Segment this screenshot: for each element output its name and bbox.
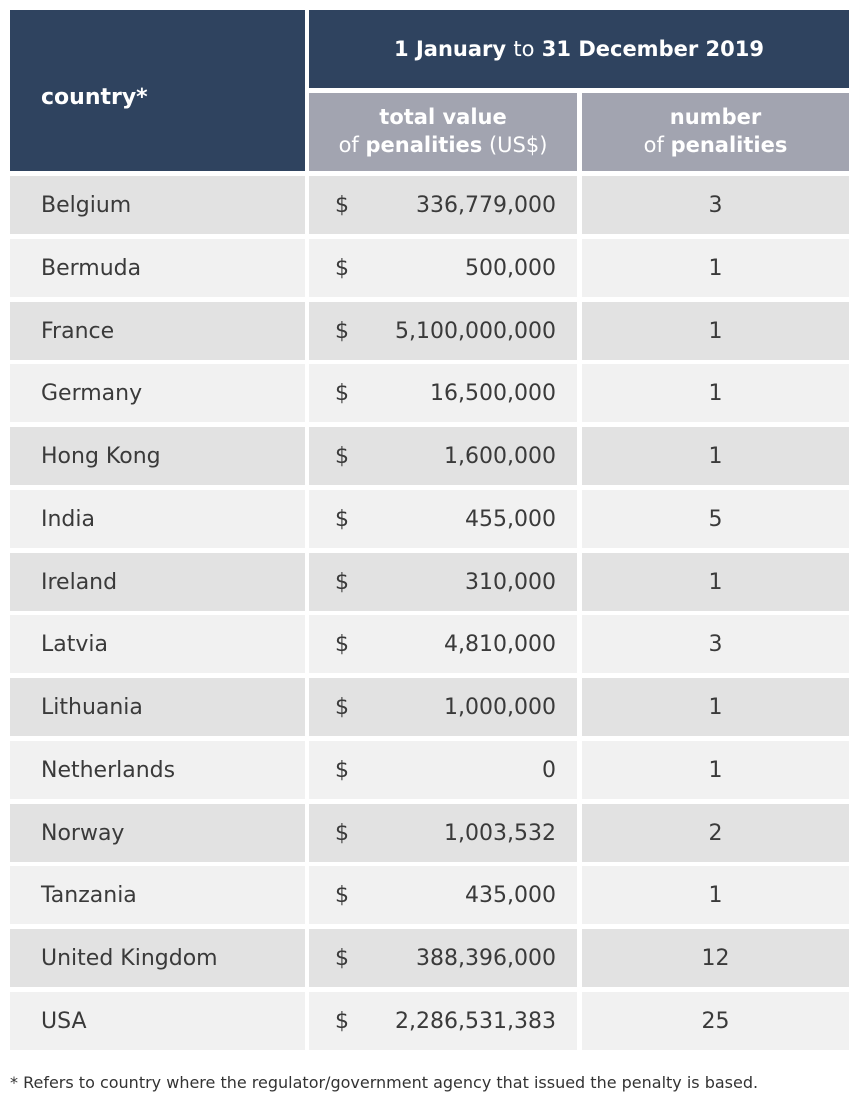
value-header-line1: total value <box>379 105 507 129</box>
penalty-value: 1,600,000 <box>444 443 556 469</box>
currency-symbol: $ <box>335 1008 349 1034</box>
table-cell-value <box>309 804 577 862</box>
table-cell-value <box>309 615 577 673</box>
table-cell-value <box>309 176 577 234</box>
penalty-value: 2,286,531,383 <box>395 1008 556 1034</box>
table-cell-count: 1 <box>582 364 849 422</box>
table-cell-count: 3 <box>582 615 849 673</box>
table-cell-count: 1 <box>582 427 849 485</box>
table-cell-country: India <box>10 490 305 548</box>
penalty-value: 455,000 <box>465 506 556 532</box>
penalty-value: 4,810,000 <box>444 631 556 657</box>
currency-symbol: $ <box>335 757 349 783</box>
count-header-prefix: of <box>643 133 664 157</box>
table-cell-country: Hong Kong <box>10 427 305 485</box>
table-cell-value <box>309 929 577 987</box>
value-header-bold: penalities <box>365 133 483 157</box>
currency-symbol: $ <box>335 631 349 657</box>
table-cell-country: Germany <box>10 364 305 422</box>
currency-symbol: $ <box>335 945 349 971</box>
table-cell-country: Bermuda <box>10 239 305 297</box>
table-cell-count: 1 <box>582 239 849 297</box>
table-cell-count: 1 <box>582 741 849 799</box>
period-header <box>309 10 849 88</box>
penalty-value: 388,396,000 <box>416 945 556 971</box>
table-cell-value <box>309 490 577 548</box>
value-header-prefix: of <box>338 133 359 157</box>
table-cell-value <box>309 992 577 1050</box>
penalty-value: 435,000 <box>465 882 556 908</box>
table-cell-count: 2 <box>582 804 849 862</box>
number-column-header <box>582 93 849 171</box>
table-cell-value <box>309 302 577 360</box>
period-connector: to <box>513 37 535 61</box>
table-cell-country: United Kingdom <box>10 929 305 987</box>
period-end: 31 December 2019 <box>541 37 764 61</box>
table-cell-value <box>309 741 577 799</box>
country-column-header <box>10 10 305 171</box>
period-start: 1 January <box>394 37 507 61</box>
penalty-value: 500,000 <box>465 255 556 281</box>
value-header-suffix: (US$) <box>488 133 548 157</box>
currency-symbol: $ <box>335 820 349 846</box>
currency-symbol: $ <box>335 694 349 720</box>
table-cell-country: Norway <box>10 804 305 862</box>
country-header-label: country* <box>41 85 148 110</box>
penalty-value: 5,100,000,000 <box>395 318 556 344</box>
penalty-value: 0 <box>542 757 556 783</box>
table-cell-count: 25 <box>582 992 849 1050</box>
count-header-bold: penalities <box>670 133 788 157</box>
table-cell-country: Lithuania <box>10 678 305 736</box>
table-cell-value <box>309 239 577 297</box>
table-cell-count: 12 <box>582 929 849 987</box>
table-cell-country: France <box>10 302 305 360</box>
penalty-value: 336,779,000 <box>416 192 556 218</box>
penalty-value: 310,000 <box>465 569 556 595</box>
table-cell-country: USA <box>10 992 305 1050</box>
table-cell-count: 5 <box>582 490 849 548</box>
table-cell-value <box>309 364 577 422</box>
table-cell-country: Belgium <box>10 176 305 234</box>
currency-symbol: $ <box>335 506 349 532</box>
table-cell-count: 3 <box>582 176 849 234</box>
penalty-value: 1,003,532 <box>444 820 556 846</box>
table-cell-count: 1 <box>582 866 849 924</box>
table-cell-count: 1 <box>582 678 849 736</box>
table-cell-country: Netherlands <box>10 741 305 799</box>
table-cell-country: Tanzania <box>10 866 305 924</box>
footnote: * Refers to country where the regulator/government agency that issued the penalty is based. <box>10 1073 759 1092</box>
currency-symbol: $ <box>335 882 349 908</box>
total-value-column-header <box>309 93 577 171</box>
penalty-value: 1,000,000 <box>444 694 556 720</box>
currency-symbol: $ <box>335 380 349 406</box>
table-cell-count: 1 <box>582 302 849 360</box>
table-cell-value <box>309 427 577 485</box>
currency-symbol: $ <box>335 443 349 469</box>
currency-symbol: $ <box>335 318 349 344</box>
table-cell-country: Ireland <box>10 553 305 611</box>
count-header-line1: number <box>669 105 762 129</box>
table-cell-count: 1 <box>582 553 849 611</box>
table-cell-value <box>309 553 577 611</box>
penalty-value: 16,500,000 <box>430 380 556 406</box>
table-cell-value <box>309 678 577 736</box>
currency-symbol: $ <box>335 192 349 218</box>
currency-symbol: $ <box>335 255 349 281</box>
table-cell-country: Latvia <box>10 615 305 673</box>
currency-symbol: $ <box>335 569 349 595</box>
table-cell-value <box>309 866 577 924</box>
